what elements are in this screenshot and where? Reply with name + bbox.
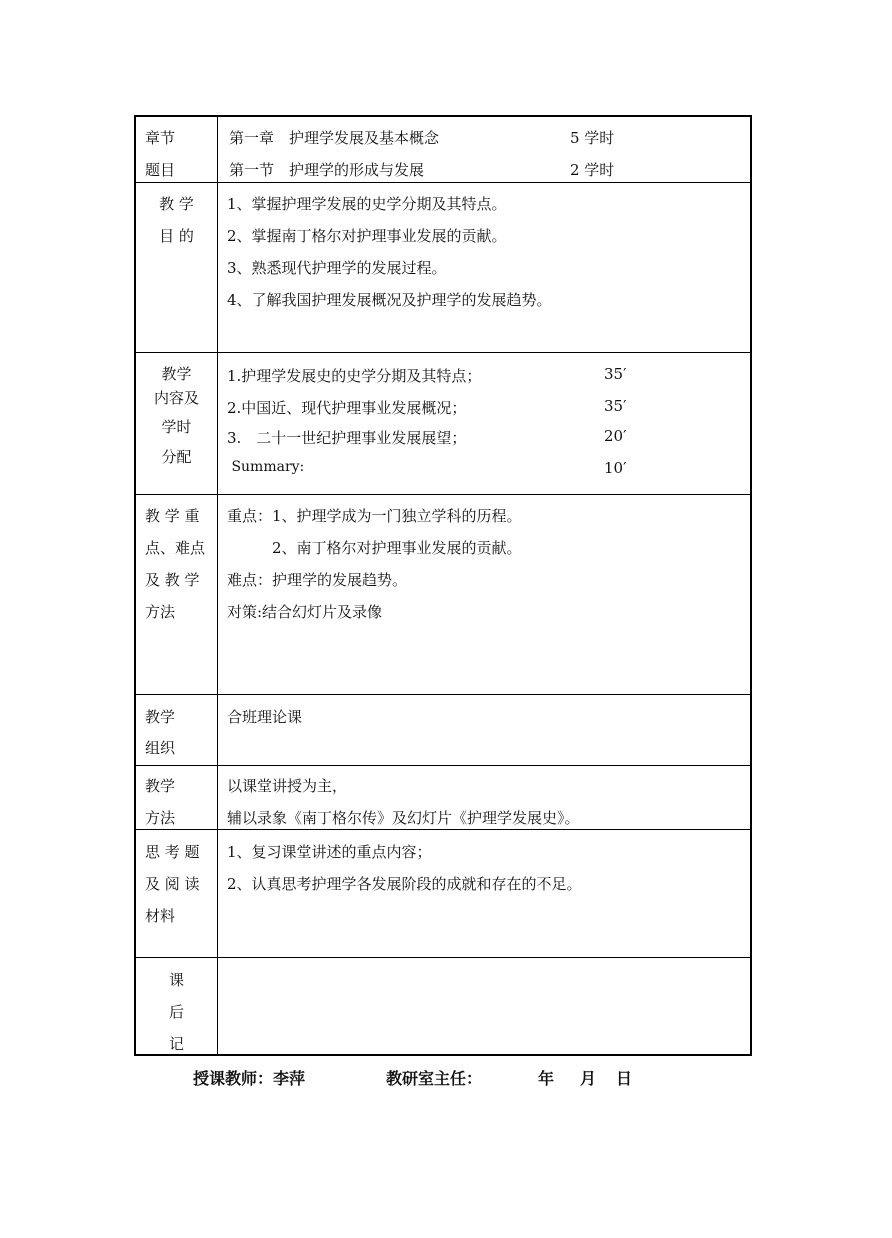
keypoint-line: 2、南丁格尔对护理事业发展的贡献。 [227, 539, 522, 557]
row-chapter-title [136, 117, 750, 183]
row-content [136, 352, 750, 495]
label-line: 及 阅 读 [145, 875, 200, 893]
label-line: 记 [168, 1035, 184, 1053]
footer-director: 教研室主任： [386, 1069, 483, 1088]
label-line: 目 的 [159, 227, 194, 245]
section-line: 第一节 护理学的形成与发展 [229, 161, 425, 179]
label-line: 后 [168, 1003, 184, 1021]
content-time: 35′ [604, 365, 627, 383]
method-line: 以课堂讲授为主， [227, 777, 348, 795]
label-line: 材料 [145, 907, 176, 925]
keypoint-line: 难点：护理学的发展趋势。 [227, 571, 408, 589]
label-line: 学时 [161, 418, 192, 436]
row-method [136, 765, 750, 830]
label-chapter-title [136, 117, 217, 182]
label-line: 内容及 [153, 389, 199, 407]
label-line: 题目 [145, 161, 176, 179]
footer-year: 年 [538, 1069, 555, 1088]
section-hours: 2 学时 [570, 161, 615, 179]
content-item: 1.护理学发展史的史学分期及其特点； [227, 367, 482, 385]
content-item: 3. 二十一世纪护理事业发展展望； [227, 429, 467, 447]
reading-line: 1、复习课堂讲述的重点内容； [227, 843, 432, 861]
content-item: Summary: [227, 459, 305, 475]
lesson-plan-table [134, 115, 752, 1056]
label-line: 分配 [161, 448, 192, 466]
label-line: 教学 [145, 708, 176, 726]
reading-line: 2、认真思考护理学各发展阶段的成就和存在的不足。 [227, 875, 582, 893]
content-time: 20′ [604, 427, 627, 445]
objective-item: 2、掌握南丁格尔对护理事业发展的贡献。 [227, 227, 507, 245]
row-organization [136, 694, 750, 766]
method-line: 辅以录象《南丁格尔传》及幻灯片《护理学发展史》。 [227, 809, 580, 827]
objective-item: 4、了解我国护理发展概况及护理学的发展趋势。 [227, 291, 552, 309]
keypoint-line: 对策:结合幻灯片及录像 [227, 603, 383, 621]
objective-item: 3、熟悉现代护理学的发展过程。 [227, 259, 447, 277]
label-line: 章节 [145, 129, 176, 147]
row-notes [136, 957, 750, 1056]
label-line: 课 [168, 971, 184, 989]
footer-teacher: 授课教师：李萍 [193, 1069, 306, 1088]
chapter-line: 第一章 护理学发展及基本概念 [229, 129, 440, 147]
footer-month: 月 [580, 1069, 597, 1088]
keypoint-line: 重点：1、护理学成为一门独立学科的历程。 [227, 507, 522, 525]
organization-text: 合班理论课 [227, 708, 303, 726]
label-line: 及 教 学 [145, 571, 200, 589]
row-reading [136, 829, 750, 958]
label-line: 思 考 题 [145, 843, 200, 861]
label-line: 教 学 [159, 195, 194, 213]
row-objectives [136, 182, 750, 353]
footer-day: 日 [616, 1069, 633, 1088]
label-line: 教 学 重 [145, 507, 200, 525]
row-keypoints [136, 494, 750, 695]
label-line: 方法 [145, 603, 176, 621]
label-line: 教学 [161, 365, 192, 383]
content-time: 10′ [604, 459, 627, 477]
content-time: 35′ [604, 397, 627, 415]
chapter-hours: 5 学时 [570, 129, 615, 147]
label-line: 组织 [145, 739, 176, 757]
label-line: 点、难点 [145, 539, 206, 557]
objective-item: 1、掌握护理学发展的史学分期及其特点。 [227, 195, 507, 213]
label-line: 教学 [145, 777, 176, 795]
label-line: 方法 [145, 809, 176, 827]
content-item: 2.中国近、现代护理事业发展概况； [227, 399, 467, 417]
